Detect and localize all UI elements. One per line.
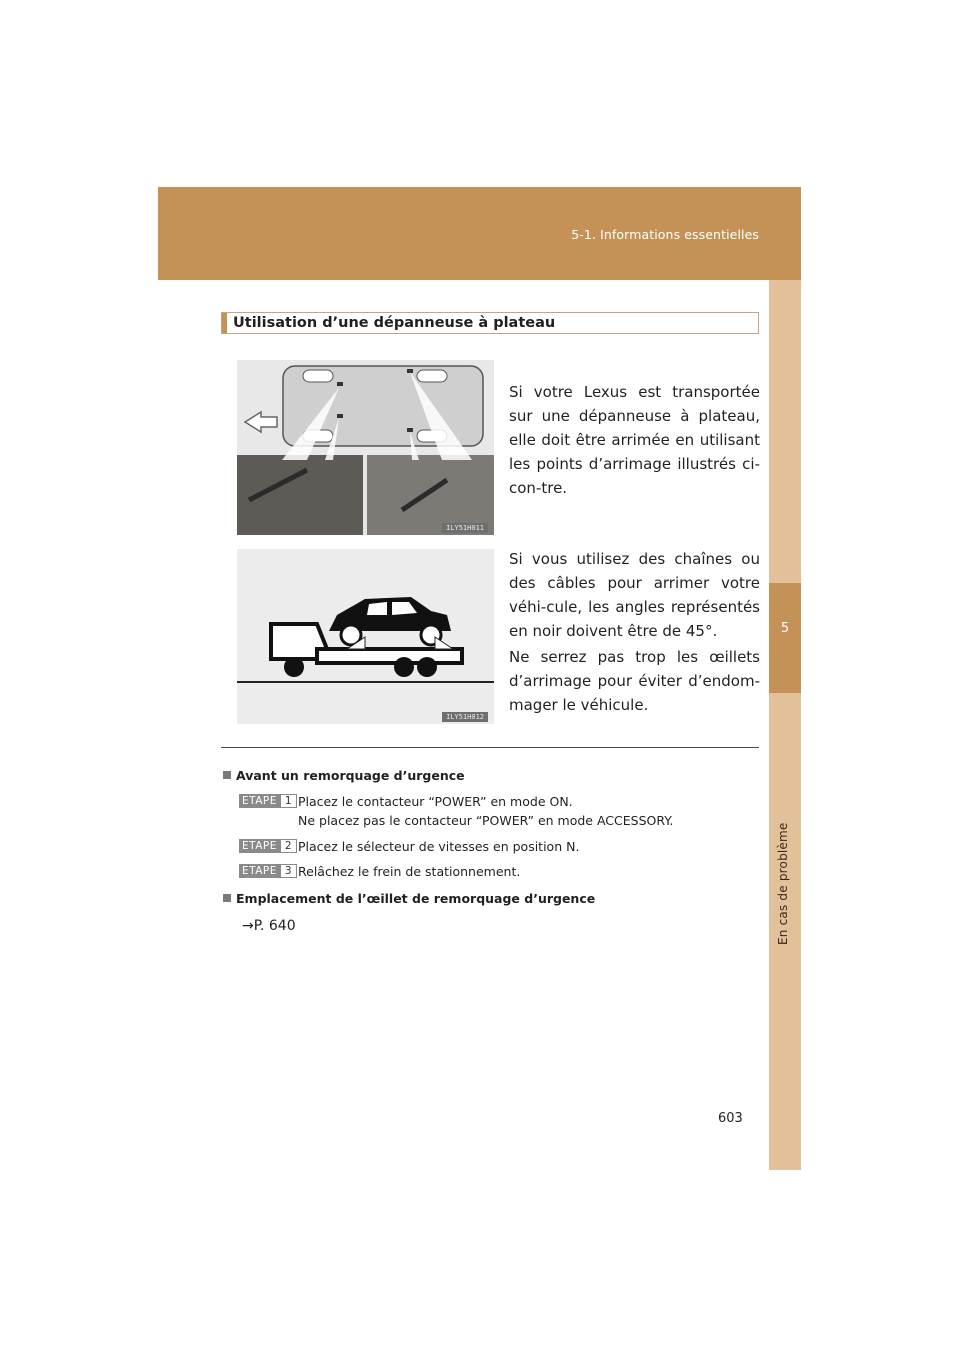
- step-badge: ETAPE 3: [239, 864, 297, 878]
- tie-down-points-figure: [237, 360, 494, 535]
- section-header: 5-1. Informations essentielles: [571, 227, 759, 242]
- bullet-square-icon: [223, 894, 231, 902]
- section-title-box: [221, 312, 759, 334]
- step-text: Relâchez le frein de stationnement.: [298, 864, 521, 879]
- section-title: Utilisation d’une dépanneuse à plateau: [233, 315, 556, 331]
- step-text: Placez le sélecteur de vitesses en position N.: [298, 839, 580, 854]
- step-subtext: Ne placez pas le contacteur “POWER” en mode ACCESSORY.: [298, 813, 674, 828]
- section-marker: [222, 313, 227, 333]
- step-badge: ETAPE 2: [239, 839, 297, 853]
- bullet-square-icon: [223, 771, 231, 779]
- step-badge: ETAPE 1: [239, 794, 297, 808]
- flatbed-truck-figure: [237, 549, 494, 724]
- header-band: [158, 187, 801, 280]
- tie-down-diagram: [237, 360, 494, 535]
- paragraph-chains-angles: Si vous utilisez des chaînes ou des câbles pour arrimer votre véhi-cule, les angles représentés en noir doivent être de 45°.: [509, 550, 760, 640]
- figure-code: ILY51H011: [442, 523, 488, 533]
- chapter-number: 5: [780, 621, 790, 636]
- page-reference-link[interactable]: →P. 640: [242, 918, 296, 934]
- note-heading-before-towing: Avant un remorquage d’urgence: [223, 768, 465, 783]
- divider: [221, 747, 759, 748]
- paragraph-tie-down: Si votre Lexus est transportée sur une dépanneuse à plateau, elle doit être arrimée en utilisant les points d’arrimage illustrés ci-con-tre.: [509, 383, 760, 497]
- paragraph-eyelets-warning: Ne serrez pas trop les œillets d’arrimage pour éviter d’endom-mager le véhicule.: [509, 648, 760, 714]
- truck-bed: [317, 649, 462, 663]
- note-heading-eyelet-location: Emplacement de l’œillet de remorquage d’urgence: [223, 891, 595, 906]
- page-number: 603: [718, 1111, 743, 1126]
- chapter-label: En cas de problème: [776, 822, 790, 945]
- figure-code: ILY51H012: [442, 712, 488, 722]
- flatbed-truck-diagram: [237, 549, 494, 724]
- step-text: Placez le contacteur “POWER” en mode ON.: [298, 794, 573, 809]
- chapter-tab-active: [769, 583, 801, 693]
